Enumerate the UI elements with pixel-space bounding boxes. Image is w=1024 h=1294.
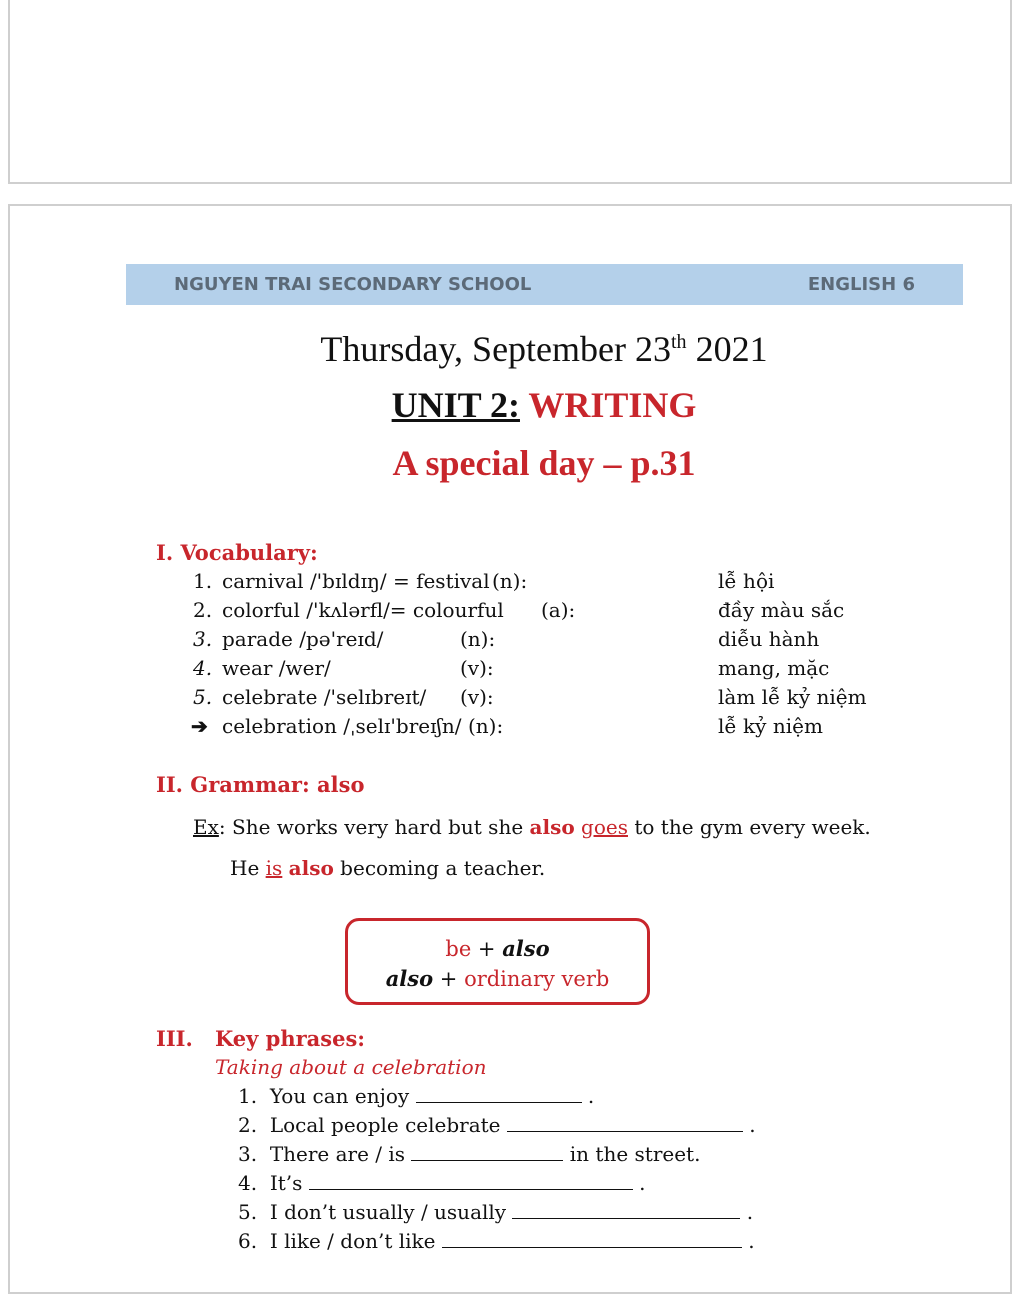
- vocab-pos: (n):: [468, 714, 504, 738]
- arrow-icon: ➔: [191, 714, 208, 738]
- key-phrases-subtitle: Taking about a celebration: [215, 1055, 487, 1079]
- vocab-pos: (n):: [460, 627, 496, 651]
- example-verb: goes: [581, 815, 628, 839]
- vocabulary-heading: I. Vocabulary:: [156, 540, 318, 565]
- example-verb: is: [265, 856, 283, 880]
- example-text: to the gym every week.: [627, 815, 871, 839]
- phrase-item: [238, 1142, 700, 1166]
- phrase-text: I don’t usually / usually: [269, 1200, 513, 1224]
- vocab-term: colorful /'kʌlərfl/= colourful: [222, 598, 504, 622]
- rule-line-1: [348, 934, 647, 964]
- answer-blank[interactable]: [507, 1113, 743, 1132]
- previous-page: [8, 0, 1012, 184]
- unit-title: [0, 384, 1024, 426]
- vocab-number: 5.: [193, 685, 213, 709]
- phrase-item: [238, 1084, 594, 1108]
- date-year: 2021: [695, 329, 768, 369]
- vocab-meaning: diễu hành: [718, 627, 820, 651]
- key-phrases-number: III.: [156, 1026, 193, 1051]
- phrase-text: Local people celebrate: [269, 1113, 507, 1137]
- grammar-heading: II. Grammar: also: [156, 772, 365, 797]
- phrase-end: .: [740, 1200, 754, 1224]
- header-bar: [126, 264, 963, 305]
- vocab-pos: (v):: [460, 656, 494, 680]
- lesson-title: A special day – p.31: [392, 443, 696, 483]
- vocab-term: parade /pə'reɪd/: [222, 627, 384, 651]
- rule-plus: +: [433, 967, 465, 991]
- keyword-also: also: [288, 856, 334, 880]
- example-text: : She works very hard but she: [218, 815, 530, 839]
- phrase-item: [238, 1200, 753, 1224]
- answer-blank[interactable]: [512, 1200, 740, 1219]
- phrase-item: [238, 1171, 645, 1195]
- phrase-text: I like / don’t like: [269, 1229, 442, 1253]
- phrase-text: It’s: [269, 1171, 309, 1195]
- lesson-date: [0, 328, 1024, 370]
- example-text: He: [230, 856, 266, 880]
- key-phrases-heading: Key phrases:: [215, 1026, 366, 1051]
- phrase-end: .: [742, 1113, 756, 1137]
- answer-blank[interactable]: [411, 1142, 563, 1161]
- vocab-term: carnival /'bɪldɪŋ/ = festival: [222, 569, 490, 593]
- phrase-text: You can enjoy: [269, 1084, 416, 1108]
- phrase-end: .: [741, 1229, 755, 1253]
- phrase-number: 2.: [238, 1113, 258, 1137]
- vocab-pos: (v):: [460, 685, 494, 709]
- phrase-number: 5.: [238, 1200, 258, 1224]
- vocab-term: celebrate /'selɪbreɪt/: [222, 685, 427, 709]
- answer-blank[interactable]: [416, 1084, 582, 1103]
- phrase-item: [238, 1113, 756, 1137]
- date-suffix: th: [671, 331, 687, 353]
- vocab-meaning: mang, mặc: [718, 656, 830, 680]
- unit-label: UNIT 2:: [391, 385, 520, 425]
- date-text: Thursday, September 23: [320, 329, 671, 369]
- subject-name: ENGLISH 6: [807, 274, 915, 295]
- vocab-term: wear /wer/: [222, 656, 331, 680]
- vocab-number: 2.: [193, 598, 213, 622]
- rule-also: also: [385, 966, 434, 991]
- vocab-pos: (n):: [492, 569, 528, 593]
- answer-blank[interactable]: [309, 1171, 633, 1190]
- grammar-rule-box: [345, 918, 650, 1005]
- unit-skill: WRITING: [528, 385, 697, 425]
- vocab-meaning: đầy màu sắc: [718, 598, 845, 622]
- keyword-also: also: [529, 815, 575, 839]
- example-text: becoming a teacher.: [333, 856, 546, 880]
- answer-blank[interactable]: [442, 1229, 742, 1248]
- phrase-end: .: [632, 1171, 646, 1195]
- rule-line-2: [348, 964, 647, 994]
- example-sentence-2: [230, 856, 545, 880]
- phrase-end: .: [581, 1084, 595, 1108]
- vocab-pos: (a):: [541, 598, 576, 622]
- rule-plus: +: [471, 937, 503, 961]
- phrase-end: in the street.: [563, 1142, 701, 1166]
- vocab-term: celebration /ˌselɪ'breɪʃn/: [222, 714, 462, 738]
- vocab-number: 3.: [193, 627, 213, 651]
- rule-also: also: [502, 936, 550, 961]
- school-name: NGUYEN TRAI SECONDARY SCHOOL: [174, 274, 532, 295]
- example-label: Ex: [193, 815, 219, 839]
- phrase-number: 1.: [238, 1084, 258, 1108]
- rule-verb: ordinary verb: [464, 967, 610, 991]
- phrase-number: 4.: [238, 1171, 258, 1195]
- example-sentence-1: [193, 815, 871, 839]
- vocab-meaning: làm lễ kỷ niệm: [718, 685, 867, 709]
- rule-be: be: [445, 937, 472, 961]
- vocab-meaning: lễ hội: [718, 569, 775, 593]
- phrase-item: [238, 1229, 755, 1253]
- vocab-number: 1.: [193, 569, 213, 593]
- phrase-number: 6.: [238, 1229, 258, 1253]
- phrase-number: 3.: [238, 1142, 258, 1166]
- vocab-number: 4.: [193, 656, 213, 680]
- vocab-meaning: lễ kỷ niệm: [718, 714, 823, 738]
- phrase-text: There are / is: [269, 1142, 412, 1166]
